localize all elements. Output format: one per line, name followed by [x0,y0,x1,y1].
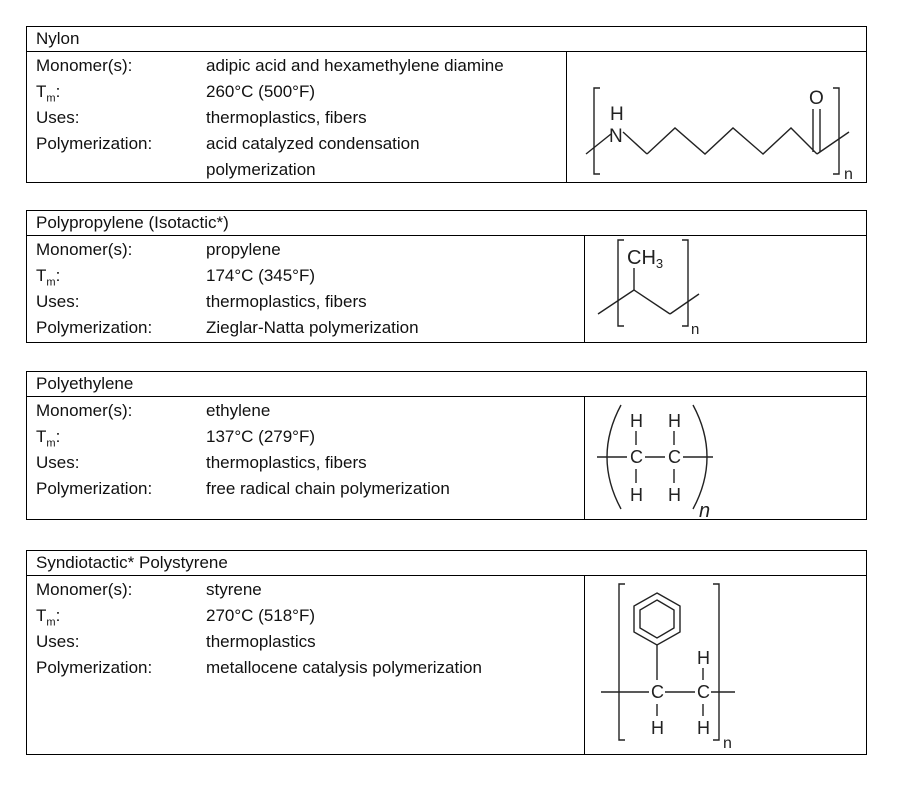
nylon-structure-cell [566,52,866,183]
uses-label: Uses: [36,632,80,651]
polypropylene-repeat-n: n [691,321,700,338]
monomers-label: Monomer(s): [36,240,133,259]
polystyrene-h-bottom-2: H [697,718,710,738]
polypropylene-monomers-row [36,237,281,263]
polyethylene-monomers-value: ethylene [206,401,271,420]
polyethylene-title: Polyethylene [27,372,866,397]
polypropylene-ch-group: $CH_3$ [627,247,664,271]
polyethylene-c-1: C [630,447,643,467]
polystyrene-uses-row [36,629,316,655]
nylon-tm-value: 260°C (500°F) [206,82,316,101]
polypropylene-structure-diagram [585,236,866,343]
monomers-label: Monomer(s): [36,56,133,75]
polystyrene-uses-value: thermoplastics [206,632,316,651]
polyethylene-body [27,397,866,520]
polypropylene-body [27,236,866,343]
polyethylene-structure-cell [584,397,866,520]
tm-label: $T_m$: [36,82,61,105]
polystyrene-structure-diagram [585,576,866,755]
polymerization-label: Polymerization: [36,318,153,337]
polypropylene-structure-cell [584,236,866,343]
polystyrene-properties [27,576,585,755]
polyethylene-h-bottom-1: H [630,485,643,505]
polystyrene-title: Syndiotactic* Polystyrene [27,551,866,576]
uses-label: Uses: [36,108,80,127]
polyethylene-c-2: C [668,447,681,467]
polyethylene-properties [27,397,585,520]
nylon-table [26,26,867,183]
tm-label: $T_m$: [36,266,61,289]
polyethylene-uses-value: thermoplastics, fibers [206,453,367,472]
polystyrene-polymerization-value: metallocene catalysis polymerization [206,658,482,677]
polypropylene-polymerization-value: Zieglar-Natta polymerization [206,318,419,337]
nylon-polymerization-row [36,131,420,157]
nylon-structure-diagram [567,52,866,183]
polystyrene-c-1: C [651,682,664,702]
polystyrene-c-2: C [697,682,710,702]
polystyrene-h-top: H [697,648,710,668]
tm-label: $T_m$: [36,427,61,450]
polyethylene-h-top-1: H [630,411,643,431]
polypropylene-monomers-value: propylene [206,240,281,259]
nylon-properties [27,52,567,183]
nylon-h-atom: H [610,104,624,125]
monomers-label: Monomer(s): [36,580,133,599]
nylon-polymerization-value-cont: polymerization [206,160,316,179]
polyethylene-polymerization-row [36,476,450,502]
monomers-label: Monomer(s): [36,401,133,420]
polymerization-label: Polymerization: [36,134,153,153]
polystyrene-h-bottom-1: H [651,718,664,738]
nylon-polymerization-value: acid catalyzed condensation [206,134,420,153]
polypropylene-uses-row [36,289,367,315]
polystyrene-repeat-n: n [723,735,732,752]
polymerization-label: Polymerization: [36,658,153,677]
polypropylene-title: Polypropylene (Isotactic*) [27,211,866,236]
polystyrene-table [26,550,867,755]
uses-label: Uses: [36,453,80,472]
nylon-monomers-value: adipic acid and hexamethylene diamine [206,56,504,75]
polystyrene-polymerization-row [36,655,482,681]
polyethylene-tm-value: 137°C (279°F) [206,427,316,446]
nylon-repeat-n: n [844,166,853,183]
nylon-body [27,52,866,183]
nylon-uses-row [36,105,367,131]
polystyrene-monomers-row [36,577,262,603]
polyethylene-monomers-row [36,398,270,424]
polyethylene-h-bottom-2: H [668,485,681,505]
polypropylene-tm-value: 174°C (345°F) [206,266,316,285]
nylon-uses-value: thermoplastics, fibers [206,108,367,127]
polyethylene-polymerization-value: free radical chain polymerization [206,479,450,498]
nylon-monomers-row [36,53,504,79]
polystyrene-monomers-value: styrene [206,580,262,599]
tm-label: $T_m$: [36,606,61,629]
polyethylene-uses-row [36,450,367,476]
polyethylene-structure-diagram [585,397,866,520]
polypropylene-polymerization-row [36,315,419,341]
polystyrene-body [27,576,866,755]
polymerization-label: Polymerization: [36,479,153,498]
nylon-title: Nylon [27,27,866,52]
nylon-polymerization-row-cont [36,157,316,183]
nylon-n-atom: N [609,126,623,147]
polystyrene-tm-value: 270°C (518°F) [206,606,316,625]
uses-label: Uses: [36,292,80,311]
polyethylene-table [26,371,867,520]
nylon-o-atom: O [809,88,824,109]
polypropylene-table [26,210,867,343]
polystyrene-structure-cell [584,576,866,755]
polyethylene-h-top-2: H [668,411,681,431]
polypropylene-properties [27,236,585,343]
polyethylene-repeat-n: n [699,500,711,520]
polypropylene-uses-value: thermoplastics, fibers [206,292,367,311]
